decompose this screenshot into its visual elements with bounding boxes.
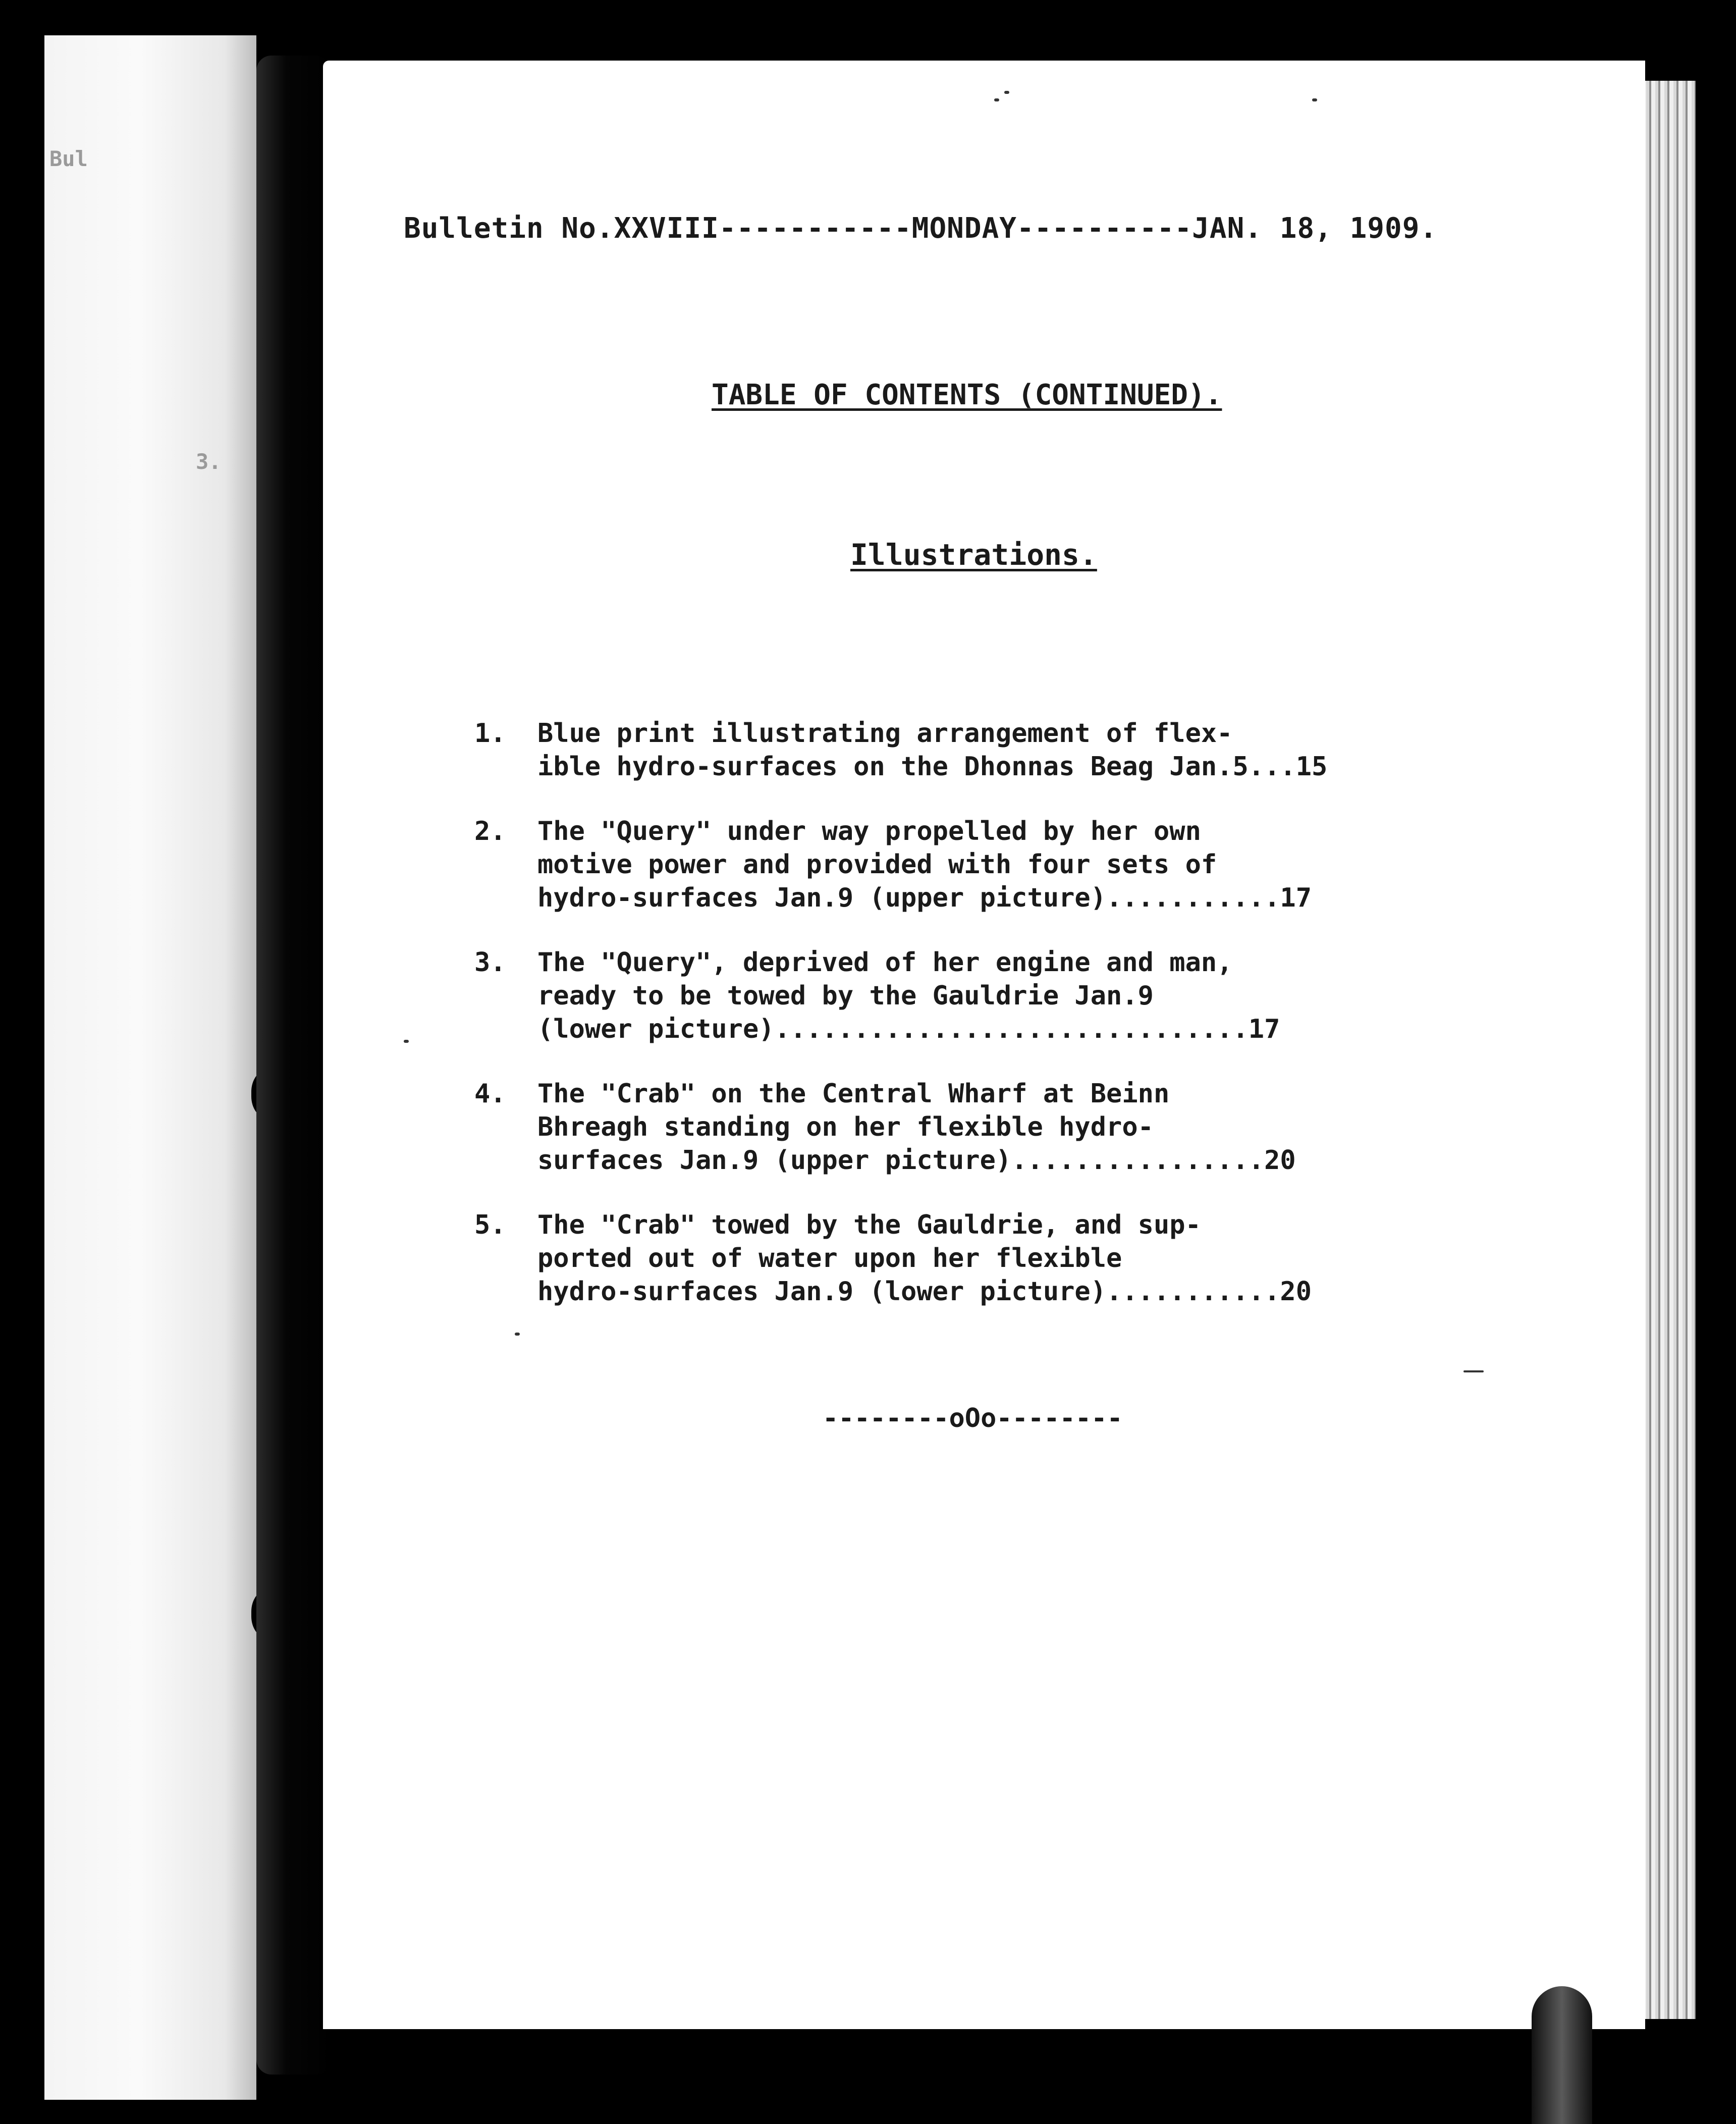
item-number: 3. xyxy=(474,947,506,978)
item-line: hydro-surfaces Jan.9 (upper picture)...........17 xyxy=(537,883,1312,913)
ink-speck xyxy=(404,1040,409,1043)
list-item xyxy=(474,815,1635,915)
item-line: The "Crab" towed by the Gauldrie, and sup- xyxy=(537,1210,1201,1240)
illustrations-heading: Illustrations. xyxy=(850,538,1097,572)
facing-page-text-1: Bul xyxy=(49,146,88,171)
facing-page xyxy=(44,35,256,2100)
list-item xyxy=(474,1077,1635,1177)
item-line: ible hydro-surfaces on the Dhonnas Beag Jan.5...15 xyxy=(537,752,1328,782)
toc-title: TABLE OF CONTENTS (CONTINUED). xyxy=(712,379,1222,411)
list-item xyxy=(474,1208,1635,1308)
ink-speck xyxy=(1463,1370,1484,1372)
item-line: Bhreagh standing on her flexible hydro- xyxy=(537,1112,1154,1142)
item-line: The "Query", deprived of her engine and man, xyxy=(537,947,1233,978)
item-line: motive power and provided with four sets of xyxy=(537,849,1217,880)
ink-speck xyxy=(994,98,999,101)
item-number: 5. xyxy=(474,1210,506,1240)
item-line: The "Crab" on the Central Wharf at Beinn xyxy=(537,1079,1170,1109)
illustrations-list xyxy=(474,717,1635,1340)
item-line: The "Query" under way propelled by her own xyxy=(537,816,1201,846)
book-gutter xyxy=(256,56,331,2075)
end-ornament: --------oOo-------- xyxy=(823,1403,1123,1433)
list-item xyxy=(474,946,1635,1046)
item-line: ready to be towed by the Gauldrie Jan.9 xyxy=(537,981,1154,1011)
item-number: 4. xyxy=(474,1079,506,1109)
ink-speck xyxy=(515,1333,520,1336)
facing-page-text-2: 3. xyxy=(196,449,222,474)
document-page xyxy=(323,61,1645,2029)
item-line: Blue print illustrating arrangement of flex- xyxy=(537,718,1233,749)
thumb xyxy=(1532,1986,1592,2124)
item-line: surfaces Jan.9 (upper picture)................20 xyxy=(537,1145,1296,1176)
item-number: 2. xyxy=(474,816,506,846)
item-line: hydro-surfaces Jan.9 (lower picture)...........20 xyxy=(537,1277,1312,1307)
ink-speck xyxy=(1312,98,1317,101)
item-line: ported out of water upon her flexible xyxy=(537,1243,1122,1273)
bulletin-header: Bulletin No.XXVIII-----------MONDAY----------JAN. 18, 1909. xyxy=(404,212,1438,245)
item-line: (lower picture)..............................17 xyxy=(537,1014,1280,1044)
item-number: 1. xyxy=(474,718,506,749)
ink-speck xyxy=(1004,91,1009,94)
list-item xyxy=(474,717,1635,783)
